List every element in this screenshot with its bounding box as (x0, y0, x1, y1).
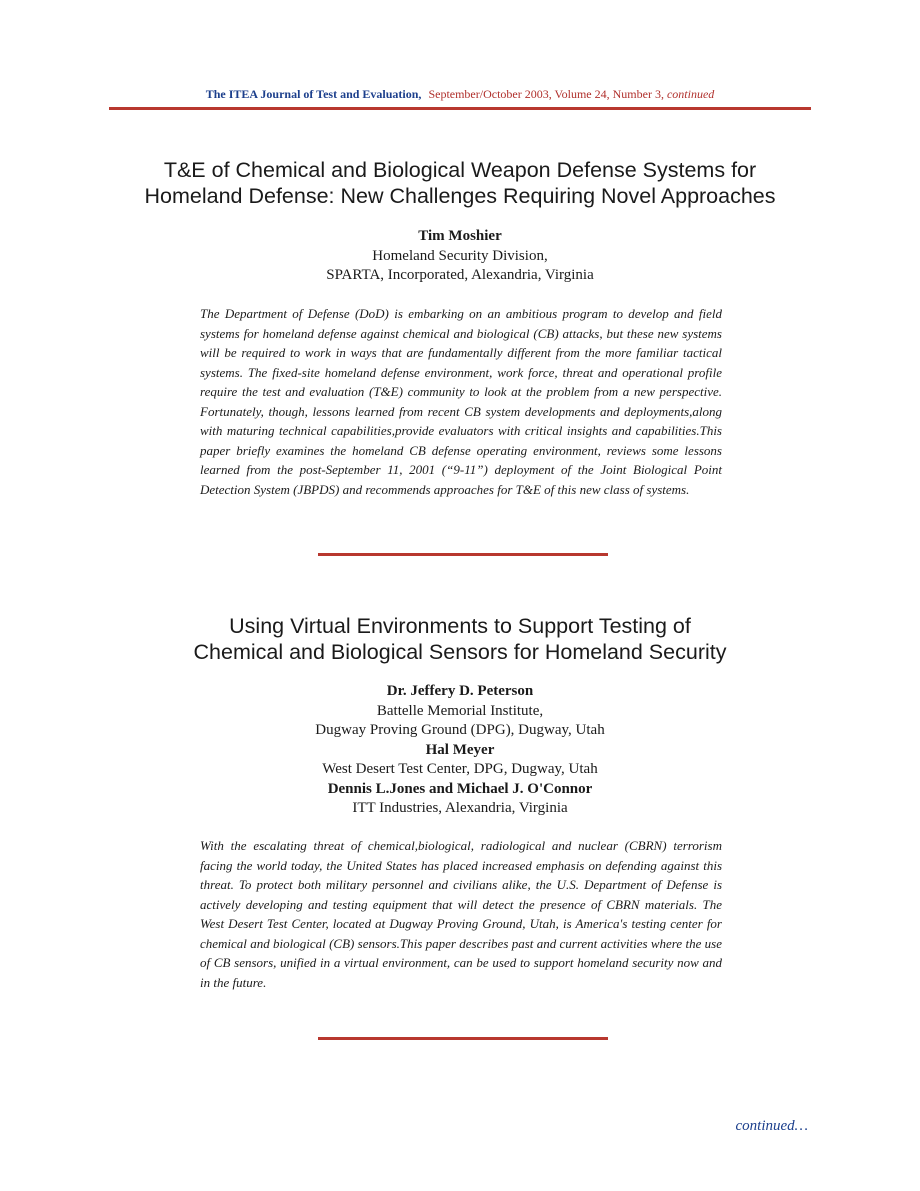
article-1-affiliation-line-2: SPARTA, Incorporated, Alexandria, Virginia (326, 267, 594, 283)
article-1-abstract: The Department of Defense (DoD) is embarking on an ambitious program to develop and field systems for homeland defense against chemical and biological (CB) attacks, but these new systems will be required to work in ways that are fundamentally different from the more familiar tactical systems. The fixed-site homeland defense environment, work force, threat and operational profile require the test and evaluation (T&E) community to look at the problem from a new perspective. Fortunately, though, lessons learned from recent CB system developments and deployments,along with maturing technical capabilities,provide evaluators with critical insights and capabilities.This paper briefly examines the homeland CB defense operating environment, reviews some lessons learned from the post-September 11, 2001 (“9-11”) deployment of the Joint Biological Point Detection System (JBPDS) and recommends approaches for T&E of this new class of systems. (200, 306, 722, 497)
article-2-divider (318, 1037, 608, 1040)
article-1-affiliation-line-1: Homeland Security Division, (372, 247, 548, 264)
journal-name: The ITEA Journal of Test and Evaluation, (205, 87, 422, 101)
article-1-title-line-1: T&E of Chemical and Biological Weapon Defense Systems for (163, 158, 757, 182)
journal-header (0, 86, 920, 102)
article-2-affiliation-1a: Battelle Memorial Institute, (376, 702, 544, 719)
article-2-affiliation-3: ITT Industries, Alexandria, Virginia (352, 800, 568, 816)
article-2-abstract: With the escalating threat of chemical,biological, radiological and nuclear (CBRN) terrorism facing the world today, the United States has placed increased emphasis on defending against this threat. To protect both military personnel and civilians alike, the U.S. Department of Defense is actively developing and testing equipment that will detect the presence of CBRN materials. The West Desert Test Center, located at Dugway Proving Ground, Utah, is America's testing center for chemical and biological (CB) sensors.This paper describes past and current activities where the use of CB sensors, unified in a virtual environment, can be used to support homeland security now and in the future. (200, 838, 722, 990)
article-2-author-3: Dennis L.Jones and Michael J. O'Connor (327, 780, 593, 797)
header-divider (109, 107, 811, 110)
article-1-divider (318, 553, 608, 556)
article-2-title-line-1: Using Virtual Environments to Support Testing of (229, 614, 691, 638)
article-1-author: Tim Moshier (418, 228, 502, 244)
article-1-byline (0, 227, 920, 286)
issue-info: September/October 2003, Volume 24, Number 3, (428, 87, 664, 101)
article-2-byline (0, 682, 920, 819)
article-2-affiliation-1b: Dugway Proving Ground (DPG), Dugway, Utah (315, 722, 605, 738)
article-2-author-1: Dr. Jeffery D. Peterson (386, 683, 534, 699)
article-1-title (0, 157, 920, 209)
article-2-affiliation-2: West Desert Test Center, DPG, Dugway, Utah (322, 761, 598, 777)
article-2-title (0, 613, 920, 665)
continued-link[interactable]: continued… (735, 1118, 808, 1134)
article-2-title-line-2: Chemical and Biological Sensors for Homeland Security (193, 640, 727, 664)
article-2-author-2: Hal Meyer (425, 741, 495, 758)
article-1-title-line-2: Homeland Defense: New Challenges Requiring Novel Approaches (144, 184, 776, 208)
header-continued-label: continued (666, 87, 715, 101)
